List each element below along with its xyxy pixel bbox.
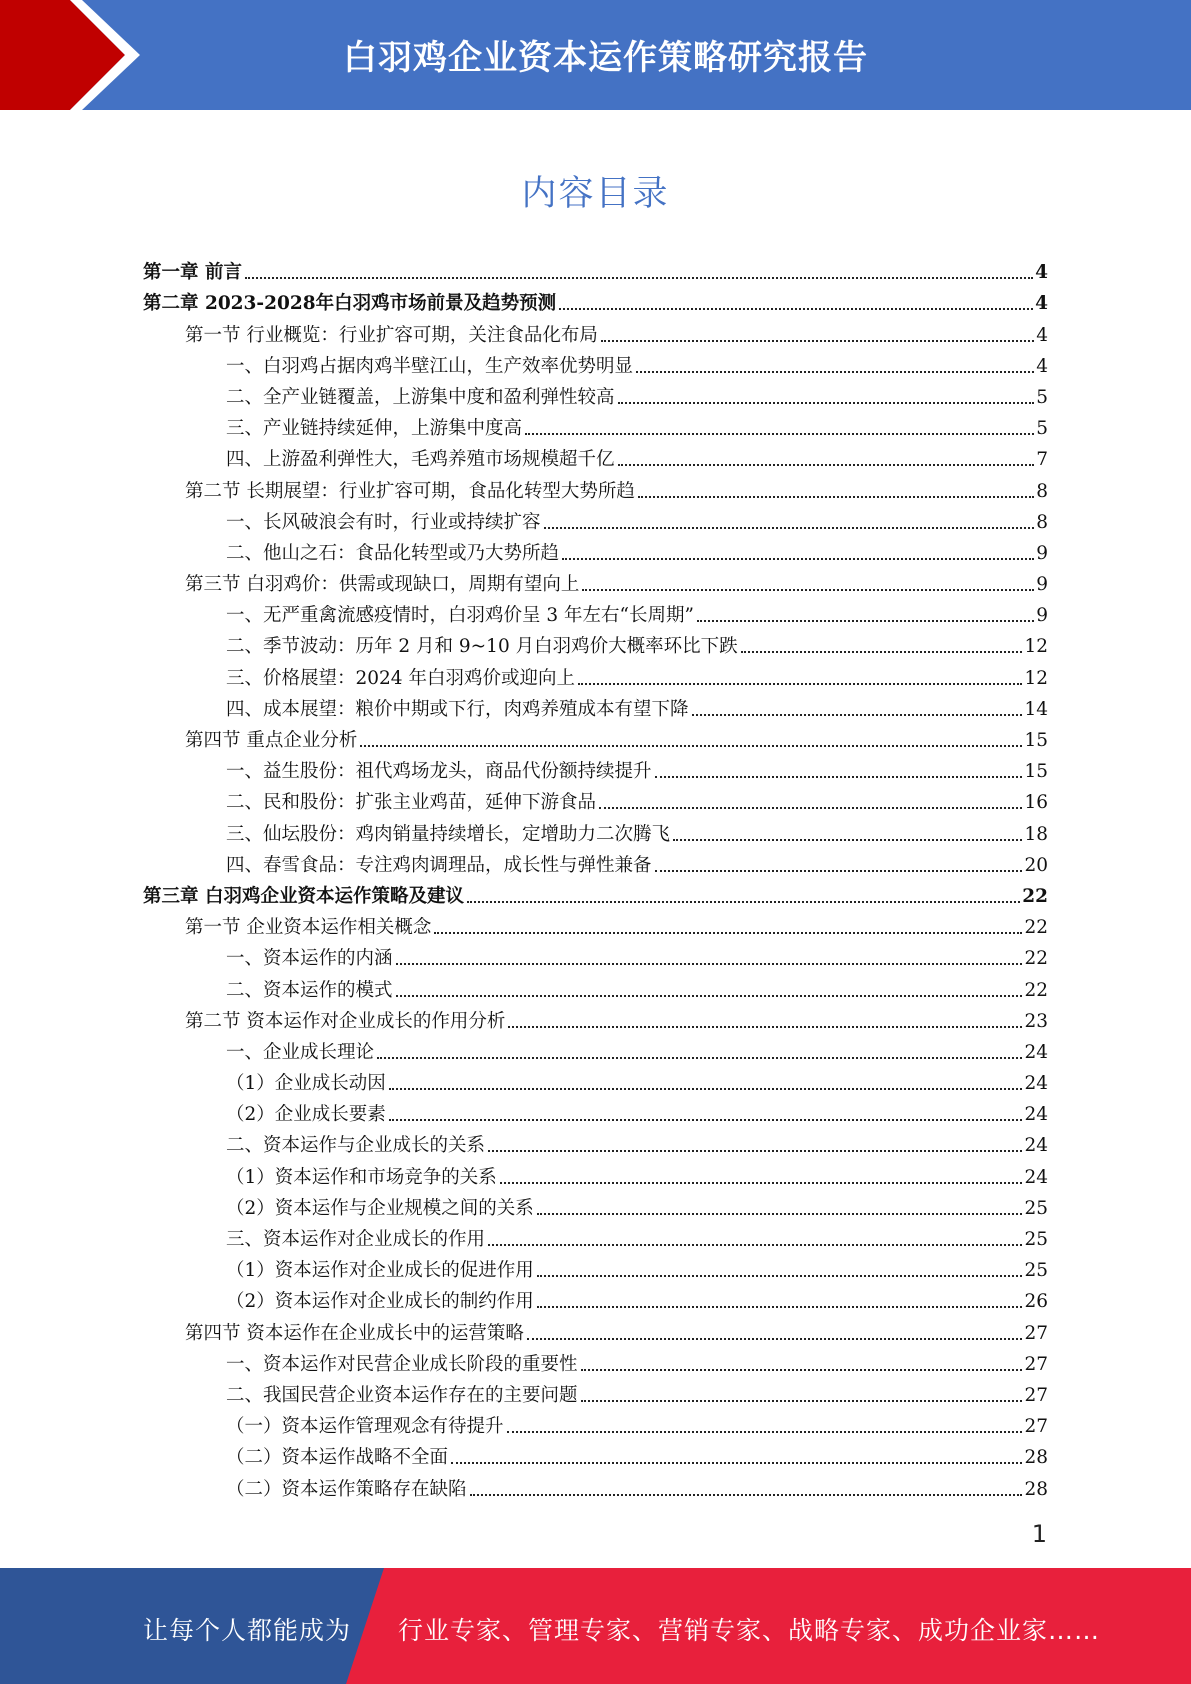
toc-entry[interactable] <box>143 565 1048 596</box>
toc-entry-page: 25 <box>1024 1229 1048 1250</box>
footer-slogan-right: 行业专家、管理专家、营销专家、战略专家、成功企业家…… <box>398 1616 1101 1645</box>
toc-entry-title: 一、资本运作对民营企业成长阶段的重要性 <box>226 1353 578 1375</box>
toc-leader-dots <box>537 1305 1023 1308</box>
toc-entry-title: 二、资本运作与企业成长的关系 <box>226 1135 486 1157</box>
toc-entry[interactable] <box>143 783 1048 814</box>
toc-entry[interactable] <box>143 752 1048 783</box>
toc-leader-dots <box>673 838 1022 841</box>
toc-entry-page: 25 <box>1024 1197 1048 1219</box>
toc-entry[interactable] <box>143 814 1048 845</box>
toc-leader-dots <box>396 994 1023 997</box>
toc-leader-dots <box>377 1056 1022 1059</box>
toc-leader-dots <box>618 401 1035 404</box>
toc-leader-dots <box>470 1493 1023 1496</box>
toc-entry-page: 28 <box>1024 1447 1048 1469</box>
toc-leader-dots <box>389 1118 1023 1121</box>
toc-entry-page: 22 <box>1024 979 1048 1001</box>
table-of-contents <box>143 253 1048 1501</box>
toc-entry-title: 第二节 长期展望：行业扩容可期，食品化转型大势所趋 <box>185 480 635 502</box>
toc-entry-title: 一、长风破浪会有时，行业或持续扩容 <box>226 511 541 533</box>
toc-entry-page: 22 <box>1024 917 1048 939</box>
toc-entry-page: 27 <box>1024 1384 1048 1406</box>
report-footer <box>0 1568 1191 1684</box>
toc-entry[interactable] <box>143 440 1048 471</box>
toc-entry-title: 第一节 行业概览：行业扩容可期，关注食品化布局 <box>185 324 598 346</box>
toc-entry[interactable] <box>143 690 1048 721</box>
toc-leader-dots <box>451 1461 1022 1464</box>
toc-entry[interactable] <box>143 1126 1048 1157</box>
toc-entry-title: 二、季节波动：历年 2 月和 9~10 月白羽鸡价大概率环比下跌 <box>226 636 738 658</box>
toc-entry[interactable] <box>143 1376 1048 1407</box>
toc-entry-page: 8 <box>1036 480 1048 502</box>
toc-entry-title: 第一章 前言 <box>143 262 242 284</box>
toc-leader-dots <box>360 744 1022 747</box>
toc-leader-dots <box>527 1337 1023 1340</box>
toc-entry-title: 第一节 企业资本运作相关概念 <box>185 917 432 939</box>
toc-entry-page: 4 <box>1036 324 1048 346</box>
toc-entry-page: 28 <box>1024 1478 1048 1500</box>
toc-entry-page: 24 <box>1024 1104 1048 1126</box>
toc-leader-dots <box>697 619 1034 622</box>
toc-leader-dots <box>434 931 1022 934</box>
report-header <box>0 0 1191 110</box>
toc-entry[interactable] <box>143 939 1048 970</box>
report-title: 白羽鸡企业资本运作策略研究报告 <box>343 38 868 78</box>
footer-slogan-left: 让每个人都能成为 <box>143 1616 352 1645</box>
toc-entry[interactable] <box>143 908 1048 939</box>
toc-leader-dots <box>582 588 1034 591</box>
toc-entry[interactable] <box>143 1313 1048 1344</box>
toc-entry-title: 三、价格展望：2024 年白羽鸡价或迎向上 <box>226 667 575 689</box>
toc-entry-title: 第三章 白羽鸡企业资本运作策略及建议 <box>143 885 464 907</box>
toc-entry-title: 第二节 资本运作对企业成长的作用分析 <box>185 1010 506 1032</box>
toc-entry-title: 第三节 白羽鸡价：供需或现缺口，周期有望向上 <box>185 574 580 596</box>
toc-heading: 内容目录 <box>521 174 670 214</box>
toc-entry[interactable] <box>143 846 1048 877</box>
toc-entry[interactable] <box>143 409 1048 440</box>
toc-leader-dots <box>741 650 1023 653</box>
toc-entry-title: 四、春雪食品：专注鸡肉调理品，成长性与弹性兼备 <box>226 854 652 876</box>
toc-leader-dots <box>636 370 1034 373</box>
toc-entry-page: 4 <box>1035 293 1048 315</box>
toc-entry[interactable] <box>143 1345 1048 1376</box>
toc-entry-page: 24 <box>1024 1073 1048 1095</box>
toc-entry-title: （1）资本运作和市场竞争的关系 <box>226 1166 497 1188</box>
toc-entry-page: 9 <box>1036 574 1048 596</box>
toc-entry-page: 15 <box>1024 730 1048 751</box>
toc-entry-page: 7 <box>1036 449 1048 471</box>
toc-entry[interactable] <box>143 721 1048 752</box>
toc-entry-page: 5 <box>1036 418 1048 440</box>
toc-leader-dots <box>655 869 1023 872</box>
toc-leader-dots <box>655 775 1023 778</box>
toc-entry-title: 四、成本展望：粮价中期或下行，肉鸡养殖成本有望下降 <box>226 698 689 720</box>
toc-entry[interactable] <box>143 1251 1048 1282</box>
toc-leader-dots <box>618 463 1035 466</box>
toc-entry-title: （二）资本运作战略不全面 <box>226 1447 449 1469</box>
toc-entry-title: 二、我国民营企业资本运作存在的主要问题 <box>226 1384 578 1406</box>
toc-entry[interactable] <box>143 596 1048 627</box>
toc-entry-title: 三、资本运作对企业成长的作用 <box>226 1229 486 1250</box>
toc-entry-page: 24 <box>1024 1166 1048 1188</box>
toc-leader-dots <box>508 1025 1022 1028</box>
toc-entry-page: 4 <box>1035 262 1048 284</box>
toc-entry[interactable] <box>143 1033 1048 1064</box>
toc-leader-dots <box>488 1243 1022 1246</box>
toc-entry-page: 27 <box>1024 1416 1048 1438</box>
toc-entry-title: 二、民和股份：扩张主业鸡苗，延伸下游食品 <box>226 792 597 814</box>
toc-entry-title: 第四节 重点企业分析 <box>185 730 358 751</box>
toc-entry[interactable] <box>143 347 1048 378</box>
toc-entry-page: 9 <box>1036 542 1048 564</box>
toc-entry[interactable] <box>143 1220 1048 1251</box>
toc-entry-page: 24 <box>1024 1135 1048 1157</box>
toc-entry-page: 12 <box>1024 636 1048 658</box>
toc-entry-page: 8 <box>1036 511 1048 533</box>
toc-entry-title: 一、白羽鸡占据肉鸡半壁江山，生产效率优势明显 <box>226 355 634 377</box>
page-number: 1 <box>1031 1520 1047 1548</box>
toc-entry[interactable] <box>143 471 1048 502</box>
toc-leader-dots <box>638 495 1034 498</box>
toc-entry[interactable] <box>143 1095 1048 1126</box>
toc-leader-dots <box>488 1149 1022 1152</box>
toc-entry-page: 20 <box>1024 854 1048 876</box>
toc-entry-title: （二）资本运作策略存在缺陷 <box>226 1478 467 1500</box>
toc-entry-title: 一、企业成长理论 <box>226 1041 375 1063</box>
toc-entry-page: 5 <box>1036 386 1048 408</box>
toc-entry[interactable] <box>143 658 1048 689</box>
toc-entry-page: 27 <box>1024 1322 1048 1344</box>
toc-entry[interactable] <box>143 1157 1048 1188</box>
toc-entry[interactable] <box>143 1469 1048 1500</box>
toc-entry-title: 一、资本运作的内涵 <box>226 948 393 970</box>
toc-entry[interactable] <box>143 378 1048 409</box>
toc-leader-dots <box>601 339 1034 342</box>
toc-entry-title: 第二章 2023-2028年白羽鸡市场前景及趋势预测 <box>143 293 557 315</box>
toc-entry[interactable] <box>143 627 1048 658</box>
toc-entry-title: （一）资本运作管理观念有待提升 <box>226 1416 504 1438</box>
toc-leader-dots <box>562 557 1034 560</box>
toc-entry-page: 25 <box>1024 1260 1048 1282</box>
toc-entry-title: 二、他山之石：食品化转型或乃大势所趋 <box>226 542 560 564</box>
toc-entry[interactable] <box>143 1189 1048 1220</box>
toc-entry[interactable] <box>143 1407 1048 1438</box>
toc-leader-dots <box>559 307 1033 310</box>
toc-entry-title: 三、产业链持续延伸，上游集中度高 <box>226 418 523 440</box>
toc-entry-title: （1）企业成长动因 <box>226 1073 386 1095</box>
toc-entry[interactable] <box>143 534 1048 565</box>
toc-entry[interactable] <box>143 1282 1048 1313</box>
toc-entry[interactable] <box>143 1064 1048 1095</box>
toc-entry-title: 三、仙坛股份：鸡肉销量持续增长，定增助力二次腾飞 <box>226 823 671 845</box>
toc-entry[interactable] <box>143 1438 1048 1469</box>
toc-entry[interactable] <box>143 315 1048 346</box>
toc-entry-page: 22 <box>1024 948 1048 970</box>
toc-leader-dots <box>692 713 1023 716</box>
toc-leader-dots <box>467 900 1020 903</box>
toc-leader-dots <box>581 1368 1023 1371</box>
toc-leader-dots <box>507 1430 1023 1433</box>
toc-entry-page: 9 <box>1036 605 1048 627</box>
toc-entry-page: 12 <box>1024 667 1048 689</box>
toc-entry-page: 18 <box>1024 823 1048 845</box>
toc-entry-title: 二、资本运作的模式 <box>226 979 393 1001</box>
toc-entry-page: 27 <box>1024 1353 1048 1375</box>
toc-leader-dots <box>537 1212 1023 1215</box>
toc-leader-dots <box>245 276 1033 279</box>
toc-entry[interactable] <box>143 1002 1048 1033</box>
toc-entry-title: 一、无严重禽流感疫情时，白羽鸡价呈 3 年左右“长周期” <box>226 605 694 627</box>
toc-leader-dots <box>578 682 1022 685</box>
toc-entry-title: 四、上游盈利弹性大，毛鸡养殖市场规模超千亿 <box>226 449 615 471</box>
toc-entry-title: 二、全产业链覆盖，上游集中度和盈利弹性较高 <box>226 386 615 408</box>
toc-leader-dots <box>544 526 1035 529</box>
toc-leader-dots <box>599 806 1022 809</box>
toc-entry[interactable] <box>143 253 1048 284</box>
toc-leader-dots <box>537 1274 1023 1277</box>
toc-entry[interactable] <box>143 877 1048 908</box>
toc-leader-dots <box>396 962 1023 965</box>
toc-entry-title: 第四节 资本运作在企业成长中的运营策略 <box>185 1322 524 1344</box>
toc-entry-page: 24 <box>1024 1041 1048 1063</box>
toc-entry[interactable] <box>143 503 1048 534</box>
toc-entry[interactable] <box>143 284 1048 315</box>
toc-leader-dots <box>389 1087 1023 1090</box>
toc-entry-page: 16 <box>1024 792 1048 814</box>
toc-leader-dots <box>525 432 1034 435</box>
toc-entry-title: （1）资本运作对企业成长的促进作用 <box>226 1260 534 1282</box>
toc-entry-page: 4 <box>1036 355 1048 377</box>
toc-leader-dots <box>581 1399 1023 1402</box>
toc-entry-page: 22 <box>1022 885 1048 907</box>
toc-entry-title: （2）资本运作与企业规模之间的关系 <box>226 1197 534 1219</box>
toc-entry-title: （2）企业成长要素 <box>226 1104 386 1126</box>
toc-entry[interactable] <box>143 970 1048 1001</box>
toc-leader-dots <box>500 1181 1023 1184</box>
toc-entry-page: 15 <box>1024 761 1048 783</box>
toc-entry-page: 26 <box>1024 1291 1048 1313</box>
toc-entry-title: 一、益生股份：祖代鸡场龙头，商品代份额持续提升 <box>226 761 652 783</box>
toc-entry-page: 23 <box>1024 1010 1048 1032</box>
toc-entry-page: 14 <box>1024 698 1048 720</box>
toc-entry-title: （2）资本运作对企业成长的制约作用 <box>226 1291 534 1313</box>
